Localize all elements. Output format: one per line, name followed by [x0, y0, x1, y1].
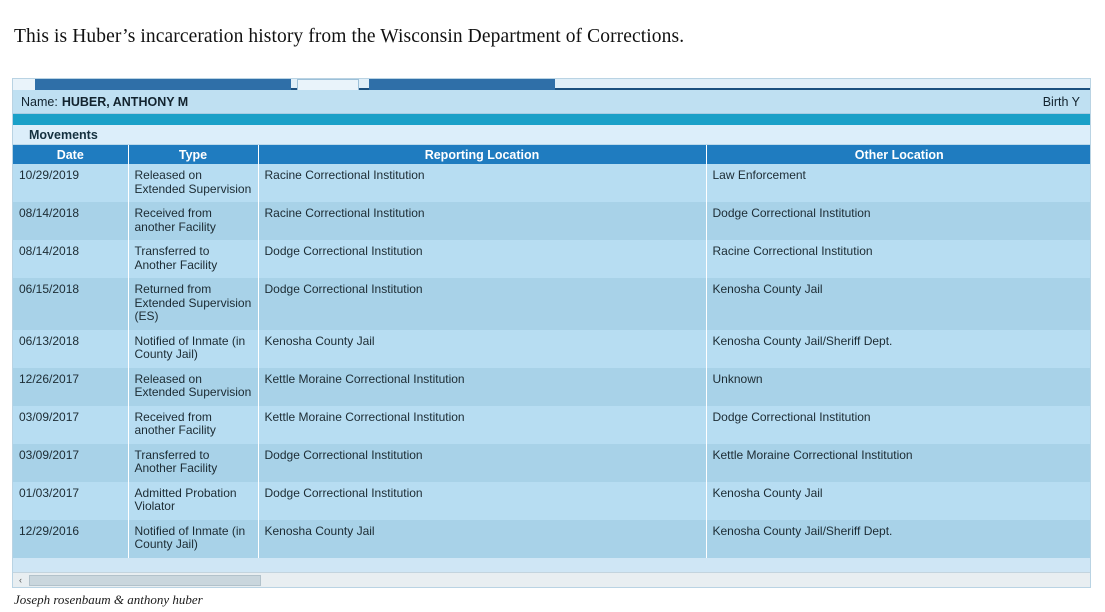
table-row [13, 482, 1091, 520]
column-header-other-location[interactable]: Other Location [706, 145, 1091, 164]
cell-other-location: Racine Correctional Institution [706, 240, 1091, 278]
birth-year-label: Birth Y [1042, 94, 1080, 109]
cell-type: Released on Extended Supervision [128, 164, 258, 202]
cell-other-location: Kenosha County Jail [706, 278, 1091, 330]
cell-date: 12/29/2016 [13, 520, 128, 558]
cell-date: 12/26/2017 [13, 368, 128, 406]
table-row [13, 240, 1091, 278]
cell-type: Returned from Extended Supervision (ES) [128, 278, 258, 330]
cell-type: Received from another Facility [128, 202, 258, 240]
table-header-row [13, 145, 1091, 164]
cell-reporting-location: Dodge Correctional Institution [258, 482, 706, 520]
cell-reporting-location: Dodge Correctional Institution [258, 444, 706, 482]
intro-paragraph: This is Huber’s incarceration history from the Wisconsin Department of Corrections. [14, 26, 685, 47]
tab-item-3[interactable] [369, 79, 555, 90]
column-header-reporting-location[interactable]: Reporting Location [258, 145, 706, 164]
cell-other-location: Dodge Correctional Institution [706, 202, 1091, 240]
cell-other-location: Kettle Moraine Correctional Institution [706, 444, 1091, 482]
table-row [13, 202, 1091, 240]
cell-other-location: Law Enforcement [706, 164, 1091, 202]
cell-reporting-location: Dodge Correctional Institution [258, 240, 706, 278]
table-body [13, 164, 1091, 558]
cell-reporting-location: Kettle Moraine Correctional Institution [258, 368, 706, 406]
cell-date: 03/09/2017 [13, 444, 128, 482]
table-row [13, 406, 1091, 444]
cell-type: Notified of Inmate (in County Jail) [128, 520, 258, 558]
table-header [13, 145, 1091, 164]
column-header-type[interactable]: Type [128, 145, 258, 164]
table-row [13, 278, 1091, 330]
cell-type: Released on Extended Supervision [128, 368, 258, 406]
scrollbar-thumb[interactable] [29, 575, 261, 586]
table-row [13, 164, 1091, 202]
tab-strip-edge [13, 79, 35, 90]
cell-type: Transferred to Another Facility [128, 240, 258, 278]
table-row [13, 368, 1091, 406]
horizontal-scrollbar[interactable] [13, 572, 1090, 587]
offender-name-bar [13, 90, 1090, 114]
cell-type: Notified of Inmate (in County Jail) [128, 330, 258, 368]
cell-reporting-location: Racine Correctional Institution [258, 202, 706, 240]
scroll-left-arrow-icon[interactable]: ‹ [19, 575, 22, 585]
name-value: HUBER, ANTHONY M [61, 94, 189, 109]
cell-date: 08/14/2018 [13, 240, 128, 278]
cell-other-location: Kenosha County Jail [706, 482, 1091, 520]
cell-reporting-location: Kettle Moraine Correctional Institution [258, 406, 706, 444]
column-header-date[interactable]: Date [13, 145, 128, 164]
cell-date: 08/14/2018 [13, 202, 128, 240]
cell-type: Admitted Probation Violator [128, 482, 258, 520]
cell-other-location: Kenosha County Jail/Sheriff Dept. [706, 330, 1091, 368]
accent-bar [13, 114, 1090, 125]
table-row [13, 330, 1091, 368]
cell-date: 03/09/2017 [13, 406, 128, 444]
tab-item-2[interactable] [297, 79, 359, 90]
cell-date: 06/15/2018 [13, 278, 128, 330]
tab-item-1[interactable] [35, 79, 291, 90]
cell-date: 10/29/2019 [13, 164, 128, 202]
cell-date: 06/13/2018 [13, 330, 128, 368]
movements-section-title: Movements [13, 125, 1090, 145]
cell-type: Received from another Facility [128, 406, 258, 444]
cell-type: Transferred to Another Facility [128, 444, 258, 482]
doc-screenshot [12, 78, 1091, 588]
table-row [13, 444, 1091, 482]
cell-reporting-location: Racine Correctional Institution [258, 164, 706, 202]
cell-reporting-location: Dodge Correctional Institution [258, 278, 706, 330]
image-caption: Joseph rosenbaum & anthony huber [14, 592, 203, 607]
movements-table [13, 145, 1091, 558]
cell-other-location: Dodge Correctional Institution [706, 406, 1091, 444]
cell-other-location: Unknown [706, 368, 1091, 406]
table-row [13, 520, 1091, 558]
cell-reporting-location: Kenosha County Jail [258, 330, 706, 368]
cell-other-location: Kenosha County Jail/Sheriff Dept. [706, 520, 1091, 558]
cell-reporting-location: Kenosha County Jail [258, 520, 706, 558]
name-label: Name: [21, 94, 58, 109]
cell-date: 01/03/2017 [13, 482, 128, 520]
browser-tab-strip [13, 79, 1090, 90]
